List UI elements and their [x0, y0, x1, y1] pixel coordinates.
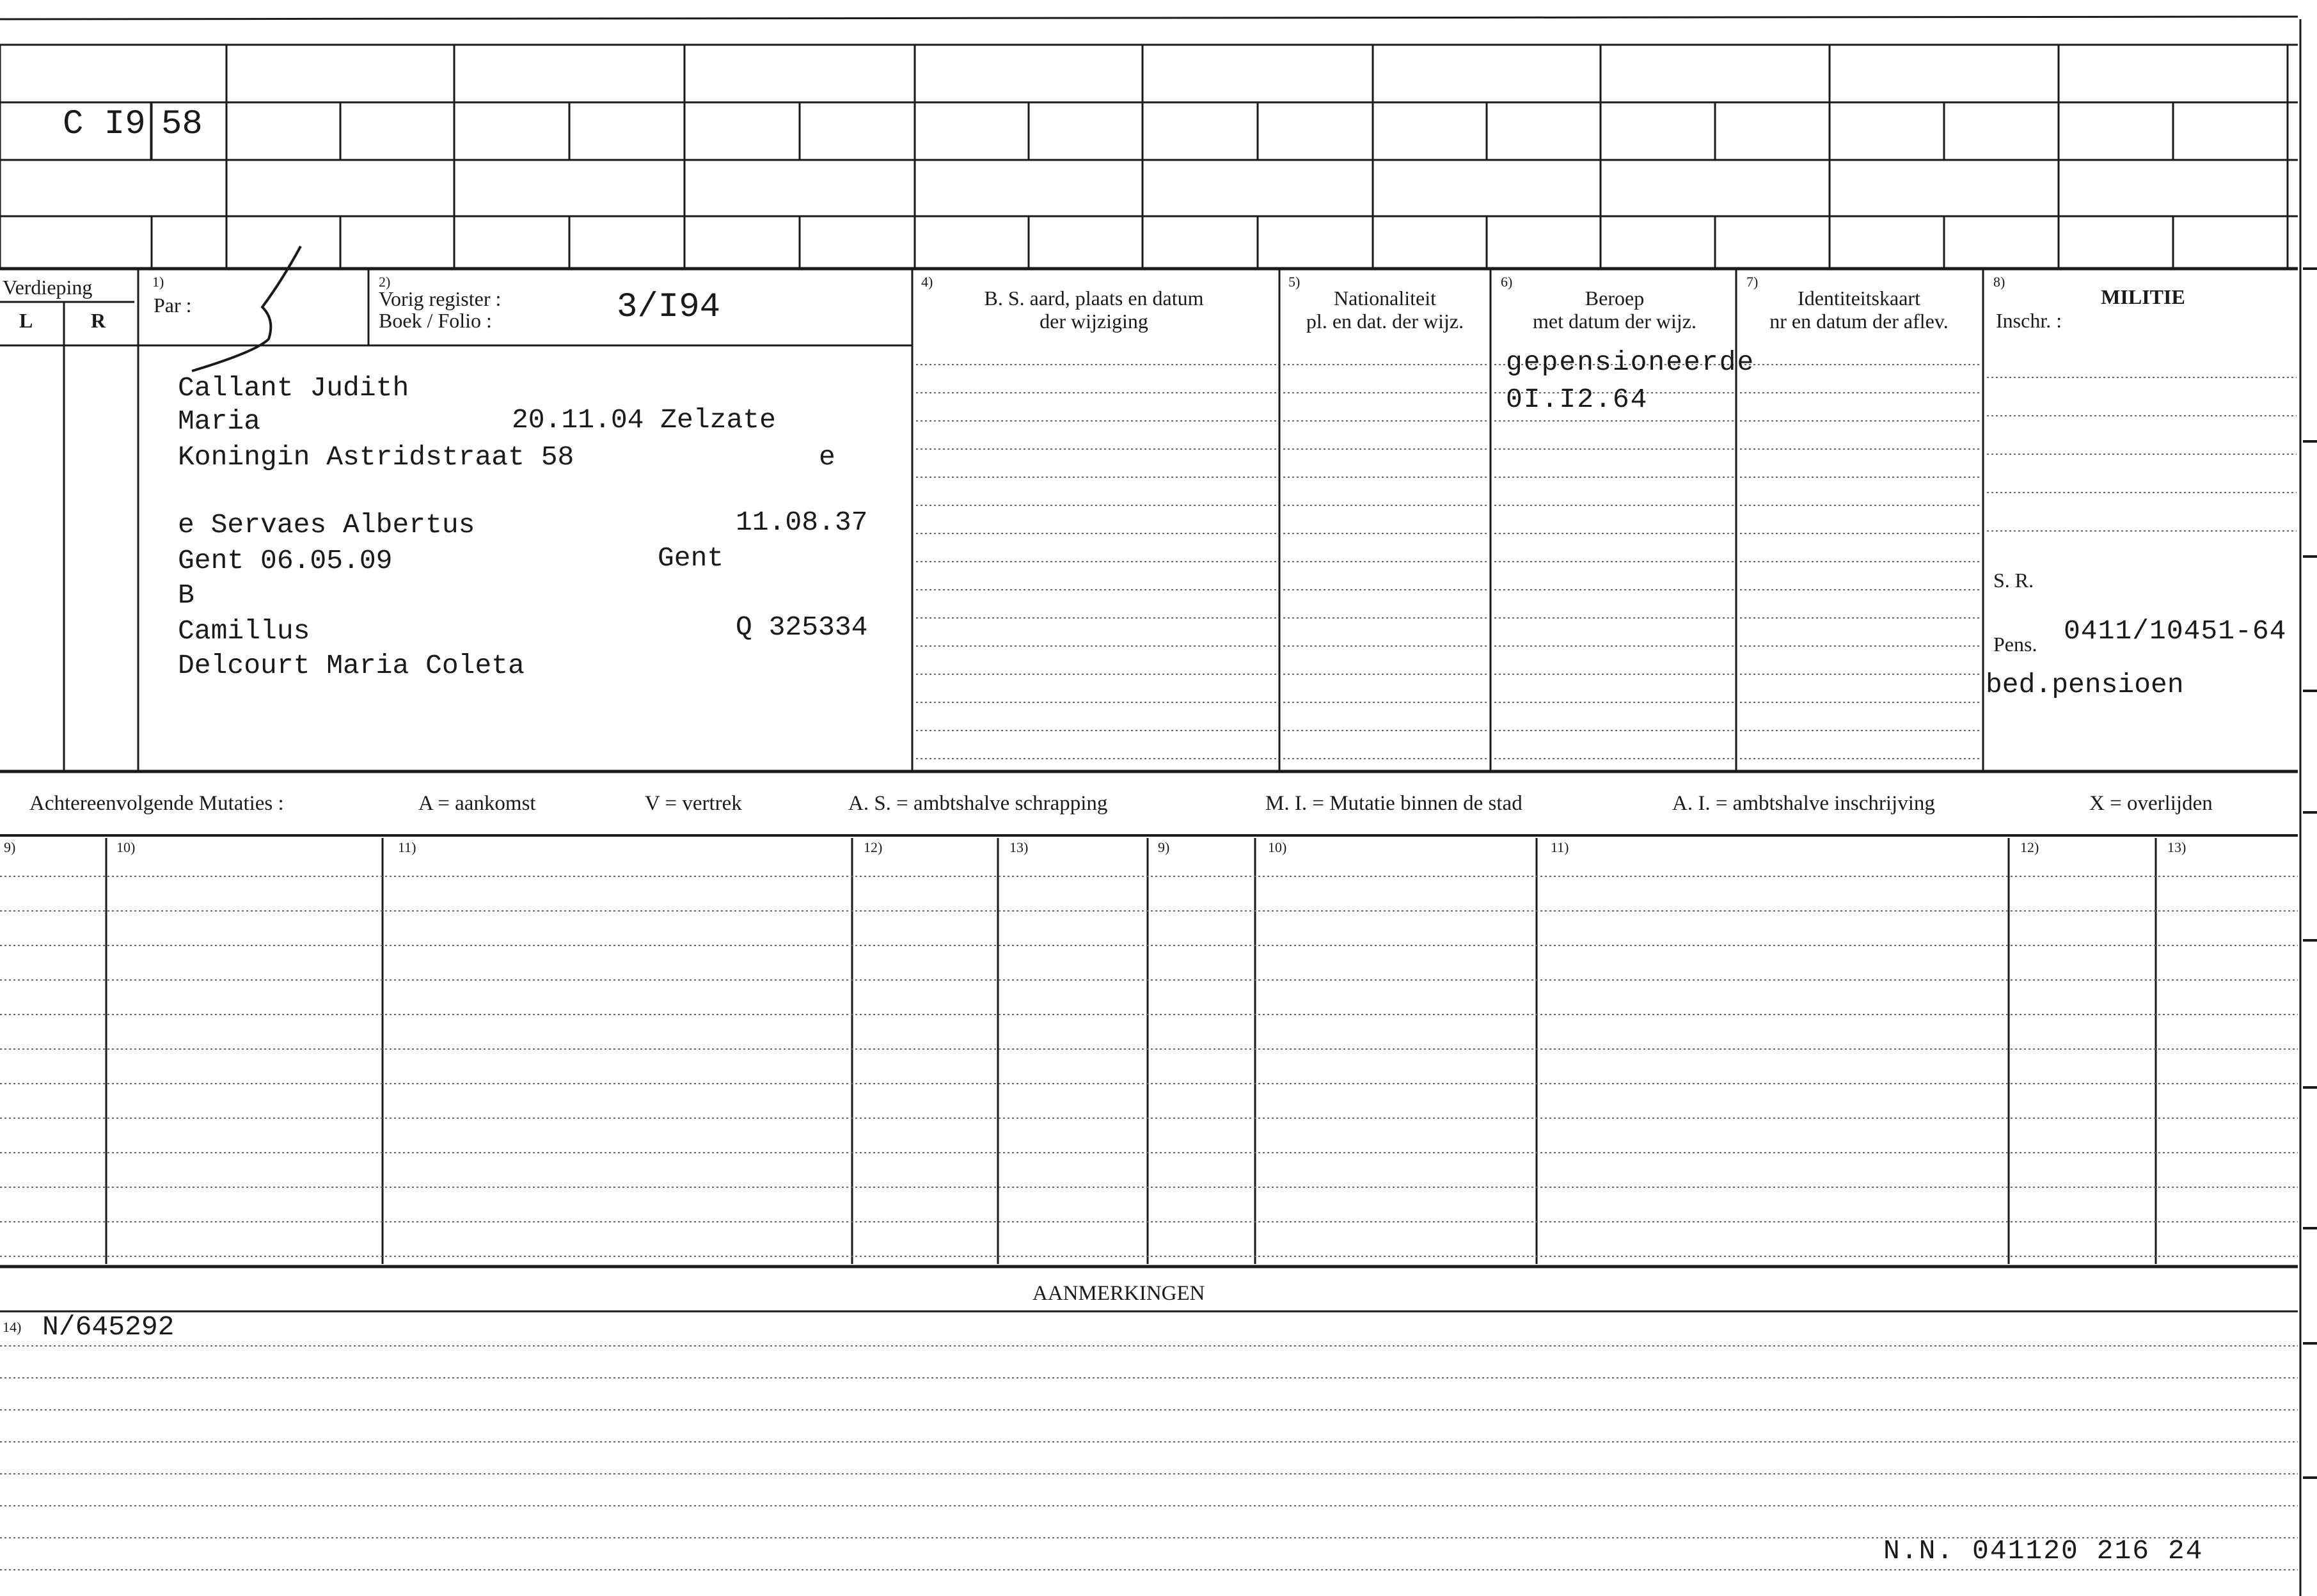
person-birth: 20.11.04 Zelzate [512, 404, 776, 436]
boek-folio-label: Boek / Folio : [379, 309, 492, 332]
spouse-place: Gent [658, 542, 724, 574]
par-label: Par : [154, 294, 192, 317]
aanmerkingen-title: AANMERKINGEN [1032, 1282, 1205, 1305]
spouse-mother: Delcourt Maria Coleta [178, 650, 525, 681]
col7-number: 7) [1746, 274, 1759, 290]
register-ref: 3/I94 [617, 288, 721, 327]
legend-inschrijving: A. I. = ambtshalve inschrijving [1672, 792, 1935, 815]
militie-header: MILITIE [2101, 285, 2185, 308]
vorig-register-label: Vorig register : [379, 287, 502, 310]
person-surname: Callant Judith [178, 372, 409, 404]
address-mark: e [819, 441, 835, 473]
legend-schrapping: A. S. = ambtshalve schrapping [848, 792, 1108, 815]
mutation-col-10a: 10) [116, 839, 136, 855]
col1-number: 1) [152, 274, 164, 290]
signature-scribble [186, 243, 313, 377]
spouse-name: e Servaes Albertus [178, 509, 475, 541]
legend-aankomst: A = aankomst [418, 792, 536, 815]
inschr-label: Inschr. : [1996, 309, 2062, 332]
person-line-b: B [178, 580, 194, 611]
card-code-number: 58 [161, 105, 203, 144]
person-address: Koningin Astridstraat 58 [178, 441, 574, 473]
pens-note: bed.pensioen [1986, 669, 2184, 700]
col6-header-line1: Beroep [1585, 287, 1645, 310]
legend-overlijden: X = overlijden [2089, 792, 2213, 815]
marriage-date: 11.08.37 [736, 507, 868, 538]
col6-number: 6) [1501, 274, 1513, 290]
aanmerkingen-value: N/645292 [42, 1311, 175, 1343]
verdieping-label: Verdieping [3, 276, 93, 299]
spouse-father: Camillus [178, 615, 310, 647]
col7-header-line2: nr en datum der aflev. [1769, 310, 1949, 333]
col4-number: 4) [921, 274, 933, 290]
col5-header-line2: pl. en dat. der wijz. [1306, 310, 1464, 333]
mutation-col-11b: 11) [1551, 839, 1569, 855]
legend-mutatie-stad: M. I. = Mutatie binnen de stad [1265, 792, 1522, 815]
mutation-col-13b: 13) [2167, 839, 2187, 855]
person-given-name: Maria [178, 406, 261, 437]
mutation-col-12b: 12) [2020, 839, 2039, 855]
mutation-col-9a: 9) [4, 839, 16, 855]
mutation-col-10b: 10) [1268, 839, 1287, 855]
spouse-birth: Gent 06.05.09 [178, 545, 393, 576]
beroep-value: gepensioneerde [1506, 347, 1755, 378]
col5-header-line1: Nationaliteit [1334, 287, 1436, 310]
col8-number: 8) [1993, 274, 2005, 290]
mutations-title: Achtereenvolgende Mutaties : [29, 792, 284, 815]
aanmerkingen-number: 14) [3, 1319, 22, 1335]
beroep-date: 0I.I2.64 [1506, 384, 1649, 415]
verdieping-r-label: R [91, 309, 106, 332]
national-number: N.N. 041120 216 24 [1883, 1535, 2204, 1567]
col2-number: 2) [379, 274, 391, 290]
col7-header-line1: Identiteitskaart [1798, 287, 1920, 310]
sr-label: S. R. [1993, 569, 2034, 592]
spouse-id-code: Q 325334 [736, 612, 868, 643]
pens-label: Pens. [1993, 633, 2037, 656]
mutation-col-13a: 13) [1009, 839, 1029, 855]
col6-header-line2: met datum der wijz. [1533, 310, 1696, 333]
mutation-col-11a: 11) [398, 839, 416, 855]
col4-header-line2: der wijziging [1040, 310, 1148, 333]
card-code-prefix: C I9 [63, 105, 146, 144]
mutation-col-12a: 12) [864, 839, 883, 855]
col5-number: 5) [1288, 274, 1301, 290]
pens-value: 0411/10451-64 [2064, 615, 2287, 647]
verdieping-l-label: L [19, 309, 33, 332]
legend-vertrek: V = vertrek [645, 792, 742, 815]
mutation-col-9b: 9) [1158, 839, 1170, 855]
top-edge-line [0, 17, 2298, 19]
col4-header-line1: B. S. aard, plaats en datum [984, 287, 1204, 310]
